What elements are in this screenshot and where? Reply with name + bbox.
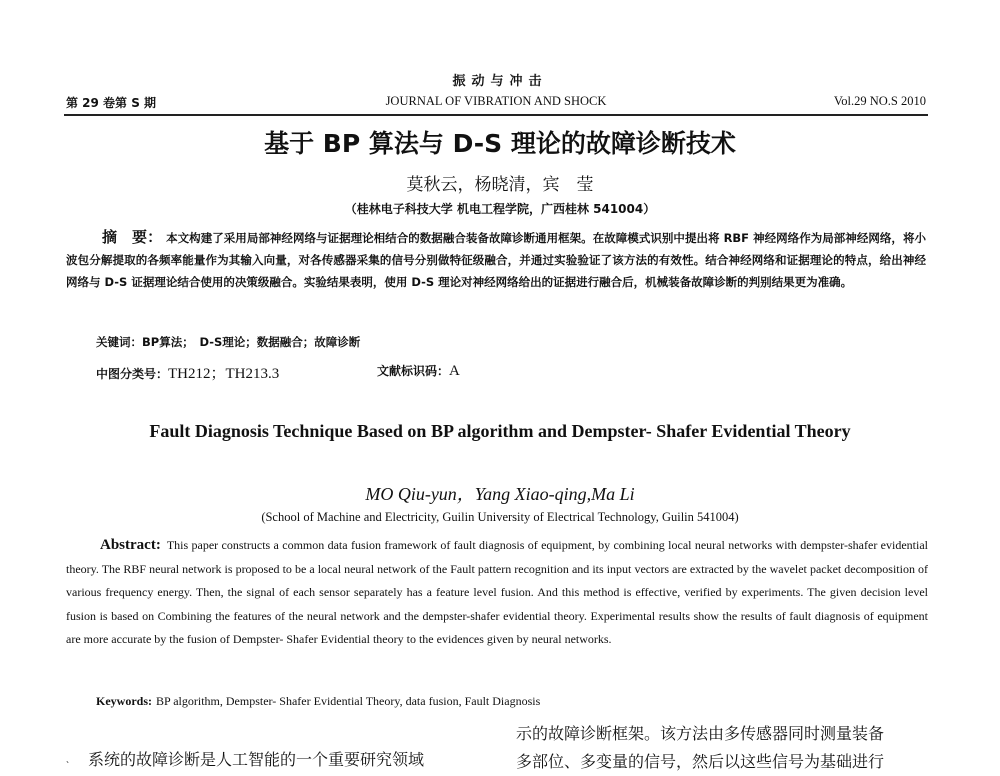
- keywords-cn: 关键词：BP算法； D-S理论；数据融合；故障诊断: [96, 335, 361, 349]
- authors-cn: 莫秋云，杨晓清，宾 莹: [406, 175, 594, 195]
- document-code-label: 文献标识码：: [377, 364, 450, 378]
- body-column-right: [516, 720, 936, 776]
- body-right-line-2: 多部位、多变量的信号，然后以这些信号为基础进行: [516, 752, 885, 771]
- body-column-left: [66, 746, 486, 774]
- paper-title-en: Fault Diagnosis Technique Based on BP algorithm and Dempster- Shafer Evidential Theory: [149, 421, 851, 441]
- keywords-en-label: Keywords:: [96, 694, 152, 708]
- authors-en: MO Qiu-yun，Yang Xiao-qing,Ma Li: [365, 484, 635, 504]
- running-header: [66, 94, 926, 112]
- header-rule: [64, 114, 928, 116]
- volume-issue-en: Vol.29 NO.S 2010: [833, 94, 926, 108]
- abstract-cn-text: 本文构建了采用局部神经网络与证据理论相结合的数据融合装备故障诊断通用框架。在故障模式识别中提出将 RBF 神经网络作为局部神经网络，将小波包分解提取的各频率能量作为其输入向量，对各传感器采集的信号分别做特征级融合，并通过实验验证了该方法的有效性。结合神经网络和证据理论的特点，给出神经网络与 D-S 证据理论结合使用的决策级融合。实验结果表明，使用 D-S 理论对神经网络给出的证据进行融合后，机械装备故障诊断的判别结果更为准确。: [66, 231, 926, 289]
- classification-label: 中图分类号：: [96, 367, 169, 381]
- abstract-cn: [66, 226, 926, 293]
- keywords-en-text: BP algorithm, Dempster- Shafer Evidential Theory, data fusion, Fault Diagnosis: [156, 694, 541, 708]
- affiliation-en: (School of Machine and Electricity, Guilin University of Electrical Technology, Guilin 541004): [261, 510, 739, 524]
- keywords-en: [96, 694, 540, 709]
- classification-number-cn: [96, 362, 279, 383]
- abstract-en: [66, 534, 928, 652]
- body-right-line-1: 示的故障诊断框架。该方法由多传感器同时测量装备: [516, 724, 885, 743]
- body-left-mark: 、: [66, 755, 74, 764]
- document-code-cn: [377, 362, 460, 380]
- journal-name-en: JOURNAL OF VIBRATION AND SHOCK: [385, 94, 607, 108]
- abstract-en-label: Abstract:: [100, 537, 161, 553]
- volume-issue-cn: 第 29 卷第 S 期: [66, 96, 157, 110]
- paper-title-cn: 基于 BP 算法与 D-S 理论的故障诊断技术: [264, 129, 736, 158]
- classification-value: TH212；TH213.3: [168, 366, 280, 382]
- body-left-line-1: 系统的故障诊断是人工智能的一个重要研究领域: [88, 750, 425, 769]
- abstract-en-text: This paper constructs a common data fusion framework of fault diagnosis of equipment, by combining local neural networks with dempster-shafer evidential theory. The RBF neural network is proposed to be a local neural network of the Fault pattern recognition and its input vectors are extracted by the wavelet packet decomposition of various frequency energy. Then, the signal of each sensor separately has a feature level fusion. And this method is effective, verified by experiments. The given decision level fusion is based on Combining the features of the neural network and the dempster-shafer evidential theory. Experimental results show the results of fault diagnosis of equipment are more accurate by the fusion of Dempster- Shafer Evidential theory to the evidences given by neural networks.: [66, 538, 928, 647]
- journal-name-cn: 振动与冲击: [452, 74, 548, 89]
- abstract-cn-label: 摘 要：: [102, 228, 163, 246]
- document-code-value: A: [449, 363, 460, 379]
- affiliation-cn: （桂林电子科技大学 机电工程学院，广西桂林 541004）: [344, 202, 656, 216]
